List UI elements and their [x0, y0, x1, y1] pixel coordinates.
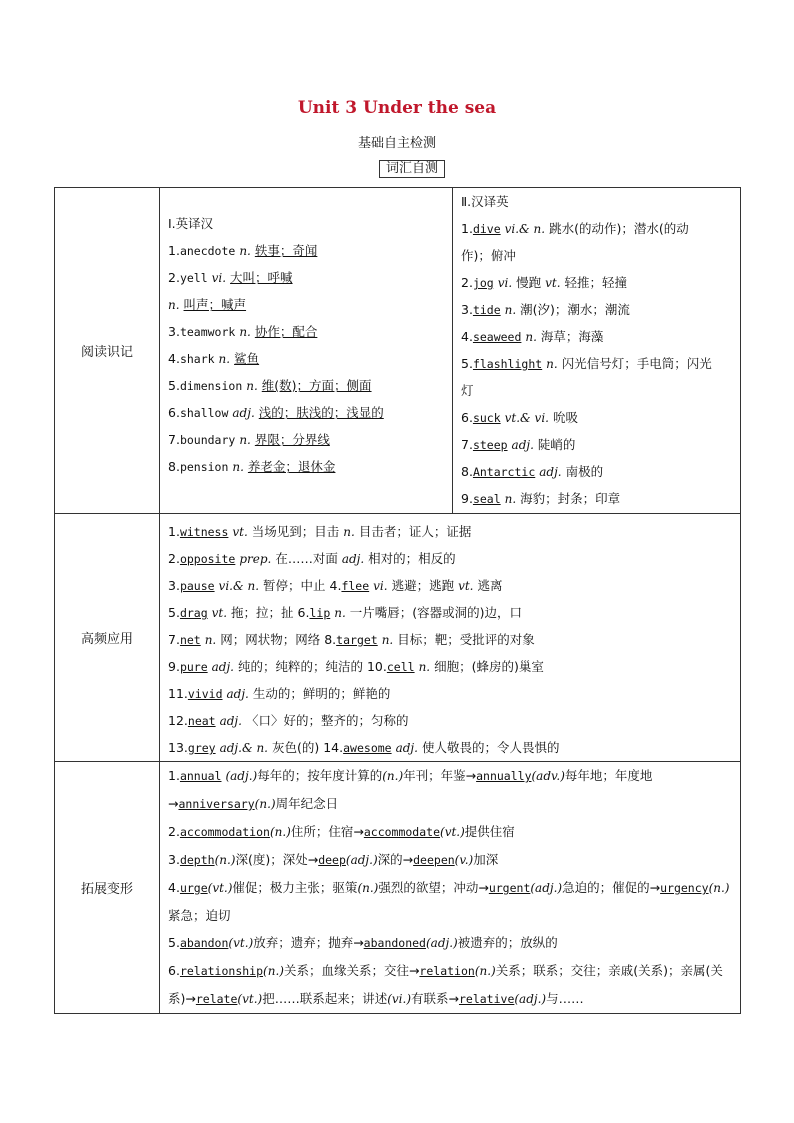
item-pos: vi.& n.: [504, 222, 546, 236]
list-item: [461, 323, 732, 350]
item-pos: n.: [246, 379, 258, 393]
section-label: 词汇自测: [385, 161, 438, 176]
item-pos: adj.: [539, 465, 562, 479]
item-pos: n.: [204, 633, 217, 647]
list-item: 5.abandon(vt.)放弃；遗弃；抛弃→abandoned(adj.)被遗弃的；放纵的: [168, 935, 558, 950]
item-number: 10.: [366, 659, 387, 674]
list-item: [461, 404, 732, 431]
item-word: pension: [179, 460, 229, 474]
item-pos: adj.: [511, 438, 534, 452]
left-items: [168, 237, 444, 480]
item-word: jog: [472, 276, 494, 290]
item-pos: vi.: [373, 579, 388, 593]
item-number: 8.: [461, 464, 473, 479]
item-word: boundary: [179, 433, 236, 447]
list-item: [168, 318, 444, 345]
item-number: 1.: [168, 243, 180, 258]
list-item: [160, 707, 740, 734]
list-item: [461, 296, 732, 323]
item-pos: n.: [232, 460, 244, 474]
item-word: seal: [472, 492, 501, 506]
item-pos: n.: [418, 660, 431, 674]
item-pos: n.: [343, 525, 355, 539]
item-meaning: 生动的；鲜明的；鲜艳的: [252, 686, 391, 701]
item-number: 3.: [168, 324, 180, 339]
list-item: [461, 377, 732, 404]
item-word: vivid: [187, 687, 223, 701]
item-meaning: 陡峭的: [537, 437, 576, 452]
row-label-high: 高频应用: [55, 514, 160, 762]
item-pos: vt.: [458, 579, 474, 593]
item-number: 5.: [168, 605, 180, 620]
item-answer: 大叫；呼喊: [230, 270, 293, 285]
item-meaning: 作)；俯冲: [461, 248, 516, 263]
item-meaning: 一片嘴唇；(容器或洞的)边，口: [349, 605, 523, 620]
list-item: [160, 653, 740, 680]
list-item: 2.accommodation(n.)住所；住宿→accommodate(vt.)提供住宿: [168, 824, 515, 839]
item-answer: 鲨鱼: [234, 351, 260, 366]
item-meaning: 暂停；中止: [263, 578, 326, 593]
item-meaning: 网；网状物；网络: [220, 632, 321, 647]
high-cell: [160, 514, 741, 762]
item-pos: vi.& n.: [218, 579, 260, 593]
item-pos: vt.: [545, 276, 561, 290]
list-item: [160, 680, 740, 707]
item-answer: 界限；分界线: [254, 432, 330, 447]
ext-items: [160, 762, 740, 1013]
item-meaning: 南极的: [565, 464, 604, 479]
item-word: witness: [179, 525, 229, 539]
list-item: [461, 350, 732, 377]
list-item: [461, 215, 732, 242]
item-pos: n.: [381, 633, 394, 647]
item-answer: 浅的；肤浅的；浅显的: [258, 405, 384, 420]
list-item: [160, 572, 740, 599]
item-pos: vt.& vi.: [504, 411, 549, 425]
item-number: 9.: [461, 491, 473, 506]
item-pos: adj.: [219, 714, 242, 728]
list-item: [168, 264, 444, 291]
item-meaning: 相对的；相反的: [368, 551, 456, 566]
item-word: suck: [472, 411, 501, 425]
list-item: [160, 626, 740, 653]
item-meaning: 跳水(的动作)；潜水(的动: [549, 221, 689, 236]
item-pos: adj.: [232, 406, 255, 420]
item-answer: 养老金；退休金: [247, 459, 336, 474]
reading-right-cell: [453, 188, 741, 514]
list-item: [461, 242, 732, 269]
item-meaning: 闪光信号灯；手电筒；闪光: [561, 356, 712, 371]
item-pos: n.: [239, 244, 251, 258]
item-word: dimension: [179, 379, 243, 393]
item-pos: n.: [546, 357, 558, 371]
item-number: 3.: [168, 578, 180, 593]
list-item: [461, 269, 732, 296]
item-pos: vi.: [211, 271, 227, 285]
item-meaning: 逃避；逃跑: [391, 578, 455, 593]
item-number: 12.: [168, 713, 188, 728]
list-item: 6.relationship(n.)关系；血缘关系；交往→relation(n.)关系；联系；交往；亲戚(关系)；亲属(关系)→relate(vt.)把……联系起来；讲述(vi.)有联系→relative(adj.)与……: [168, 963, 723, 1006]
item-number: 6.: [297, 605, 310, 620]
item-word: shallow: [179, 406, 229, 420]
item-number: 4.: [329, 578, 342, 593]
item-pos: n.: [168, 298, 180, 312]
item-number: 2.: [168, 270, 180, 285]
item-word: teamwork: [179, 325, 236, 339]
item-answer: 维(数)；方面；侧面: [261, 378, 372, 393]
list-item: [160, 545, 740, 572]
item-number: 2.: [168, 551, 180, 566]
page-subtitle: 基础自主检测: [357, 136, 436, 151]
item-pos: vi.: [497, 276, 513, 290]
item-pos: n.: [239, 325, 251, 339]
item-word: steep: [472, 438, 508, 452]
item-pos: adj.: [226, 687, 249, 701]
list-item: [461, 458, 732, 485]
item-number: 11.: [168, 686, 188, 701]
list-item: [168, 291, 444, 318]
item-word: seaweed: [472, 330, 522, 344]
list-item: 3.depth(n.)深(度)；深处→deep(adj.)深的→deepen(v.)加深: [168, 852, 499, 867]
item-pos: adj.: [395, 741, 418, 755]
item-word: neat: [187, 714, 216, 728]
item-word: grey: [187, 741, 216, 755]
ext-cell: [160, 762, 741, 1014]
item-meaning: 目标；靶；受批评的对象: [397, 632, 535, 647]
item-word: lip: [309, 606, 331, 620]
item-answer: 轶事；奇闻: [254, 243, 318, 258]
list-item: [160, 518, 740, 545]
item-meaning: 使人敬畏的；令人畏惧的: [421, 740, 560, 755]
item-meaning: 轻推；轻撞: [564, 275, 628, 290]
item-number: 7.: [168, 632, 180, 647]
item-number: 3.: [461, 302, 473, 317]
item-meaning: 灯: [461, 383, 474, 398]
item-pos: n.: [334, 606, 346, 620]
list-item: [461, 485, 732, 512]
item-number: 7.: [461, 437, 473, 452]
list-item: [168, 453, 444, 480]
item-number: 4.: [168, 351, 180, 366]
item-word: Antarctic: [472, 465, 536, 479]
item-number: 9.: [168, 659, 180, 674]
left-heading: Ⅰ.英译汉: [168, 216, 214, 231]
list-item: [160, 599, 740, 626]
item-number: 14.: [323, 740, 344, 755]
list-item: [168, 237, 444, 264]
item-number: 5.: [168, 378, 180, 393]
item-number: 6.: [168, 405, 180, 420]
item-meaning: 海草；海藻: [540, 329, 604, 344]
item-word: cell: [386, 660, 415, 674]
right-heading: Ⅱ.汉译英: [461, 194, 509, 209]
list-item: [168, 372, 444, 399]
item-number: 4.: [461, 329, 473, 344]
item-meaning: 海豹；封条；印章: [520, 491, 621, 506]
item-pos: n.: [239, 433, 251, 447]
item-word: flashlight: [472, 357, 543, 371]
item-word: tide: [472, 303, 501, 317]
item-pos: n.: [525, 330, 537, 344]
item-word: shark: [179, 352, 215, 366]
item-meaning: 目击者；证人；证据: [358, 524, 472, 539]
item-pos: adj.: [341, 552, 365, 566]
item-meaning: 吮吸: [552, 410, 578, 425]
list-item: 4.urge(vt.)催促；极力主张；驱策(n.)强烈的欲望；冲动→urgent(adj.)急迫的；催促的→urgency(n.)紧急；迫切: [168, 880, 730, 923]
item-word: anecdote: [179, 244, 236, 258]
item-word: net: [179, 633, 201, 647]
item-meaning: 潮(汐)；潮水；潮流: [520, 302, 630, 317]
item-number: 13.: [168, 740, 188, 755]
item-meaning: 纯的；纯粹的；纯洁的: [237, 659, 363, 674]
item-answer: 协作；配合: [254, 324, 318, 339]
item-word: opposite: [179, 552, 236, 566]
item-number: 7.: [168, 432, 180, 447]
item-meaning: 当场见到；目击: [251, 524, 340, 539]
list-item: [168, 345, 444, 372]
item-number: 1.: [461, 221, 473, 236]
list-item: [168, 426, 444, 453]
vocab-table: [54, 187, 741, 1014]
list-item: [160, 734, 740, 761]
item-word: pure: [179, 660, 208, 674]
item-answer: 叫声；喊声: [183, 297, 247, 312]
item-pos: vt.: [211, 606, 228, 620]
item-word: pause: [179, 579, 215, 593]
item-meaning: 拖；拉；扯: [231, 605, 294, 620]
item-meaning: 细胞；(蜂房的)巢室: [434, 659, 544, 674]
list-item: [168, 399, 444, 426]
item-word: target: [336, 633, 378, 647]
list-item: [461, 431, 732, 458]
right-items: [461, 215, 732, 512]
row-label-ext: 拓展变形: [55, 762, 160, 1014]
item-pos: adj.& n.: [219, 741, 268, 755]
high-items: [160, 514, 740, 761]
item-word: yell: [179, 271, 208, 285]
item-word: drag: [179, 606, 208, 620]
item-number: 6.: [461, 410, 473, 425]
section-label-box: [379, 160, 445, 178]
item-word: dive: [472, 222, 501, 236]
item-meaning: 灰色(的): [271, 740, 320, 755]
item-meaning: 慢跑: [516, 275, 542, 290]
item-number: 8.: [324, 632, 337, 647]
item-pos: vt.: [232, 525, 248, 539]
item-meaning: 〈口〉好的；整齐的；匀称的: [245, 713, 409, 728]
item-word: awesome: [343, 741, 392, 755]
page-title: Unit 3 Under the sea: [297, 98, 497, 118]
item-number: 1.: [168, 524, 180, 539]
reading-left-cell: [160, 188, 453, 514]
list-item: 1.annual (adj.)每年的；按年度计算的(n.)年刊；年鉴→annually(adv.)每年地；年度地→anniversary(n.)周年纪念日: [168, 768, 653, 811]
item-pos: n.: [504, 303, 517, 317]
item-meaning: 在……对面: [275, 551, 338, 566]
item-pos: n.: [218, 352, 231, 366]
item-word: flee: [341, 579, 370, 593]
item-pos: prep.: [239, 552, 272, 566]
item-pos: n.: [504, 492, 517, 506]
item-meaning: 逃离: [477, 578, 503, 593]
row-label-reading: 阅读识记: [55, 188, 160, 514]
item-number: 2.: [461, 275, 473, 290]
item-number: 8.: [168, 459, 180, 474]
item-number: 5.: [461, 356, 473, 371]
item-pos: adj.: [211, 660, 234, 674]
